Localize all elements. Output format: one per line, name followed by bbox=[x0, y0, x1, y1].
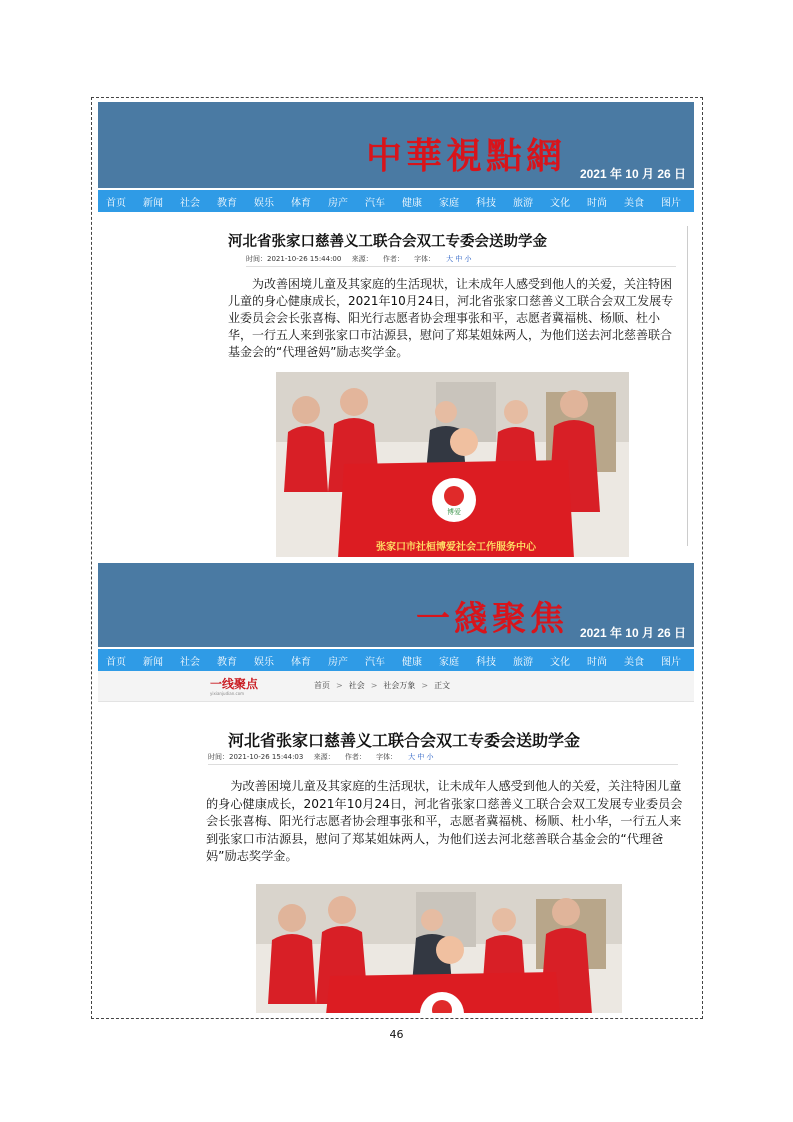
nav-bar bbox=[98, 649, 694, 671]
banner-date: 2021 年 10 月 26 日 bbox=[579, 626, 686, 640]
source-label: 来源： bbox=[351, 255, 373, 263]
site-banner bbox=[98, 563, 694, 647]
nav-item-travel[interactable]: 旅游 bbox=[513, 656, 533, 668]
nav-item-family[interactable]: 家庭 bbox=[439, 197, 459, 209]
article-title: 河北省张家口慈善义工联合会双工专委会送助学金 bbox=[228, 731, 581, 750]
nav-item-education[interactable]: 教育 bbox=[217, 656, 237, 668]
breadcrumb-separator-icon: > bbox=[370, 681, 378, 690]
page-number: 46 bbox=[389, 1028, 404, 1041]
nav-item-fashion[interactable]: 时尚 bbox=[587, 197, 607, 209]
nav-item-family[interactable]: 家庭 bbox=[439, 656, 459, 668]
group-photo bbox=[276, 372, 629, 557]
site-mini-logo-url: yixianjudian.com bbox=[210, 691, 245, 696]
flag-text: 张家口市社桓博爱社会工作服务中心 bbox=[376, 542, 536, 553]
font-size-label: 字体： bbox=[414, 255, 436, 263]
article-meta bbox=[208, 752, 678, 765]
nav-item-tech[interactable]: 科技 bbox=[476, 656, 496, 668]
nav-item-home[interactable]: 首页 bbox=[106, 197, 126, 209]
nav-item-pictures[interactable]: 图片 bbox=[661, 197, 681, 209]
nav-item-society[interactable]: 社会 bbox=[180, 656, 200, 668]
font-size-label: 字体： bbox=[376, 753, 398, 761]
breadcrumb bbox=[314, 680, 450, 691]
nav-item-food[interactable]: 美食 bbox=[624, 197, 644, 209]
screenshot-zhonghua-shidian bbox=[98, 102, 694, 557]
nav-item-culture[interactable]: 文化 bbox=[550, 656, 570, 668]
group-photo: 博爱 bbox=[256, 884, 622, 1013]
nav-item-tech[interactable]: 科技 bbox=[476, 197, 496, 209]
publish-time: 时间：2021-10-26 15:44:03 bbox=[208, 753, 304, 761]
nav-item-society[interactable]: 社会 bbox=[180, 197, 200, 209]
nav-item-education[interactable]: 教育 bbox=[217, 197, 237, 209]
nav-item-realestate[interactable]: 房产 bbox=[328, 197, 348, 209]
breadcrumb-society[interactable]: 社会 bbox=[348, 681, 365, 690]
nav-item-entertainment[interactable]: 娱乐 bbox=[254, 197, 274, 209]
breadcrumb-society-misc[interactable]: 社会万象 bbox=[383, 681, 416, 690]
nav-item-sports[interactable]: 体育 bbox=[291, 656, 311, 668]
site-banner bbox=[98, 102, 694, 188]
nav-item-auto[interactable]: 汽车 bbox=[365, 197, 385, 209]
author-label: 作者： bbox=[382, 255, 404, 263]
breadcrumb-separator-icon: > bbox=[421, 681, 429, 690]
flag-badge-text: 博爱 bbox=[447, 508, 461, 516]
article bbox=[98, 212, 694, 552]
breadcrumb-home[interactable]: 首页 bbox=[314, 681, 330, 690]
article-title: 河北省张家口慈善义工联合会双工专委会送助学金 bbox=[228, 234, 547, 250]
site-logo-title: 一綫聚焦 bbox=[416, 599, 568, 639]
nav-item-sports[interactable]: 体育 bbox=[291, 197, 311, 209]
nav-item-health[interactable]: 健康 bbox=[402, 656, 422, 668]
nav-item-news[interactable]: 新闻 bbox=[143, 197, 163, 209]
nav-item-news[interactable]: 新闻 bbox=[143, 656, 163, 668]
banner-date: 2021 年 10 月 26 日 bbox=[579, 167, 686, 181]
nav-item-auto[interactable]: 汽车 bbox=[365, 656, 385, 668]
nav-bar bbox=[98, 190, 694, 212]
breadcrumb-separator-icon: > bbox=[336, 681, 343, 690]
site-mini-logo[interactable]: 一线聚点 bbox=[210, 677, 259, 691]
nav-item-health[interactable]: 健康 bbox=[402, 197, 422, 209]
screenshot-yixian-jujiao bbox=[98, 563, 694, 1032]
font-size-switch[interactable]: 大 中 小 bbox=[408, 753, 434, 761]
publish-time: 时间：2021-10-26 15:44:00 bbox=[246, 255, 342, 263]
nav-item-entertainment[interactable]: 娱乐 bbox=[254, 656, 274, 668]
site-logo-title: 中華視點網 bbox=[366, 135, 567, 177]
source-label: 来源： bbox=[313, 753, 335, 761]
nav-item-culture[interactable]: 文化 bbox=[550, 197, 570, 209]
scrollbar[interactable] bbox=[687, 226, 688, 546]
author-label: 作者： bbox=[344, 753, 366, 761]
article-body: 为改善困境儿童及其家庭的生活现状，让未成年人感受到他人的关爱，关注特困儿童的身心健康成长，2021年10月24日，河北省张家口慈善义工联合会双工发展专业委员会会长张喜梅、阳光行志愿者协会理事张和平，志愿者冀福桃、杨顺、杜小华，一行五人来到张家口市沽源县，慰问了郑某姐妹两人，为他们送去河北慈善联合基金会的“代理爸妈”励志奖学金。 bbox=[206, 779, 683, 863]
nav-item-travel[interactable]: 旅游 bbox=[513, 197, 533, 209]
nav-item-home[interactable]: 首页 bbox=[106, 656, 126, 668]
nav-item-pictures[interactable]: 图片 bbox=[661, 656, 681, 668]
nav-item-realestate[interactable]: 房产 bbox=[328, 656, 348, 668]
font-size-switch[interactable]: 大 中 小 bbox=[446, 255, 472, 263]
breadcrumb-current: 正文 bbox=[434, 681, 451, 690]
nav-item-fashion[interactable]: 时尚 bbox=[587, 656, 607, 668]
article-body: 为改善困境儿童及其家庭的生活现状，让未成年人感受到他人的关爱，关注特困儿童的身心健康成长，2021年10月24日，河北省张家口慈善义工联合会双工发展专业委员会会长张喜梅、阳光行志愿者协会理事张和平，志愿者冀福桃、杨顺、杜小华，一行五人来到张家口市沽源县，慰问了郑某姐妹两人，为他们送去河北慈善联合基金会的“代理爸妈”励志奖学金。 bbox=[228, 277, 674, 359]
breadcrumb-bar bbox=[98, 671, 694, 702]
article-meta bbox=[246, 254, 676, 267]
article bbox=[98, 702, 694, 1032]
nav-item-food[interactable]: 美食 bbox=[624, 656, 644, 668]
